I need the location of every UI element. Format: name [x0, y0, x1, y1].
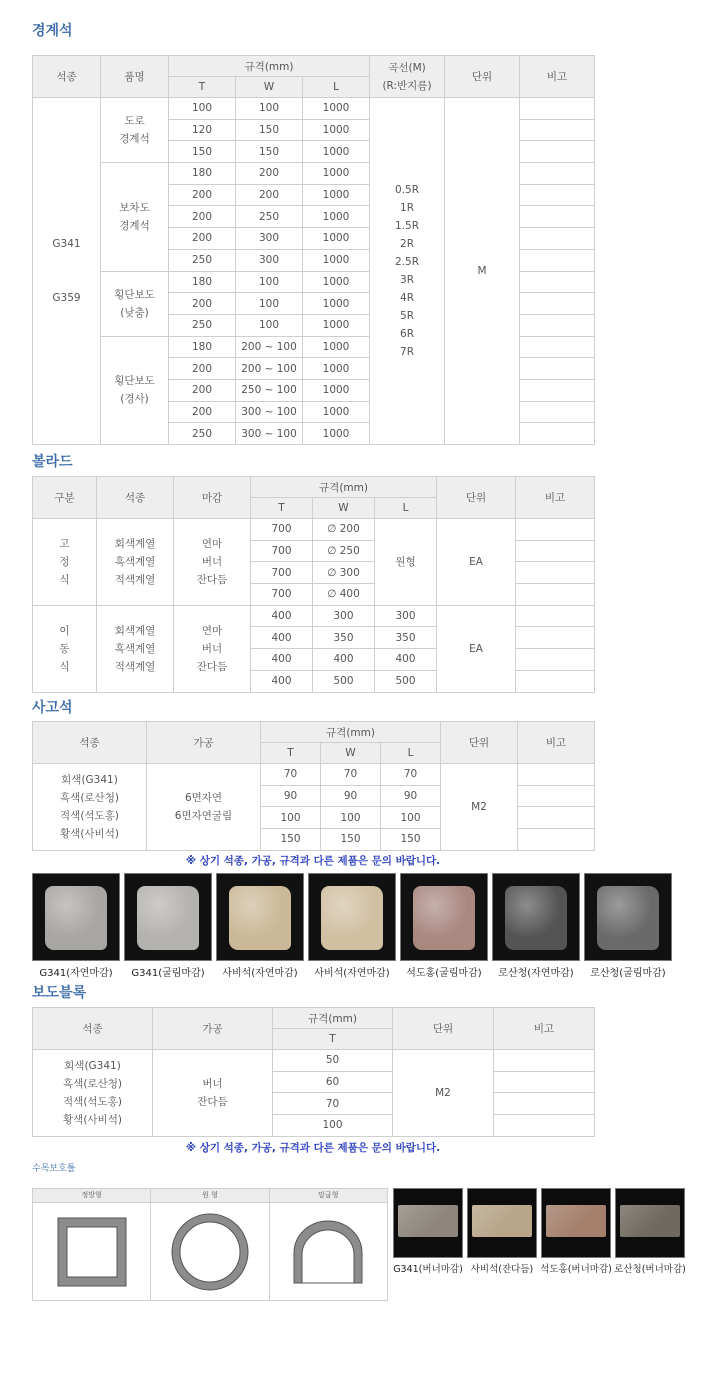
curb-w-cell: 250	[236, 206, 303, 228]
curb-w-cell: 300	[236, 249, 303, 271]
cobble-photo-caption: 로산청(굴림마감)	[590, 968, 666, 979]
bollard-w-cell: ∅ 250	[313, 540, 375, 562]
paving-t-cell: 50	[273, 1050, 393, 1072]
curb-product-name-line: 보차도	[119, 201, 150, 214]
bollard-unit-cell: EA	[437, 605, 516, 692]
curb-curve-cell-line: 5R	[400, 310, 414, 322]
curb-header-stone: 석종	[33, 56, 101, 98]
bollard-header-note: 비고	[516, 477, 595, 519]
cobble-process-cell-line: 6면자연	[184, 791, 223, 804]
bollard-note-cell	[516, 605, 595, 627]
paving-block-photo	[615, 1188, 685, 1258]
curb-l-cell: 1000	[303, 293, 370, 315]
curb-note-cell	[520, 314, 595, 336]
bollard-w-cell: 350	[313, 627, 375, 649]
paving-block-photo	[467, 1188, 537, 1258]
curb-l-cell: 1000	[303, 401, 370, 423]
cobble-photo-item	[492, 873, 580, 979]
paving-block-item	[616, 1188, 684, 1275]
curb-header-unit: 단위	[445, 56, 520, 98]
curb-w-cell: 100	[236, 314, 303, 336]
paving-header-process: 가공	[153, 1008, 273, 1050]
paving-stone-cell-line: 황색(사비석)	[63, 1113, 122, 1126]
curb-t-cell: 180	[169, 163, 236, 185]
bollard-kind-cell	[33, 605, 97, 692]
curb-header-t: T	[169, 77, 236, 98]
paving-t-cell: 100	[273, 1115, 393, 1137]
curb-l-cell: 1000	[303, 119, 370, 141]
curb-t-cell: 200	[169, 358, 236, 380]
curb-t-cell: 120	[169, 119, 236, 141]
bollard-l-cell: 500	[375, 670, 437, 692]
curb-l-cell: 1000	[303, 379, 370, 401]
cobble-photo-item	[584, 873, 672, 979]
curb-product-name-line: 횡단보도	[114, 288, 155, 301]
bollard-note-cell	[516, 519, 595, 541]
bollard-note-cell	[516, 627, 595, 649]
bollard-w-cell: 300	[313, 605, 375, 627]
cobble-photo-item	[216, 873, 304, 979]
bollard-w-cell: 400	[313, 649, 375, 671]
curb-curve-cell-line: 7R	[400, 346, 414, 358]
curb-header-spec: 규격(mm)	[169, 56, 370, 77]
bollard-note-cell	[516, 584, 595, 606]
curb-curve-cell-line: 2.5R	[395, 256, 420, 268]
cobble-size-cell: 150	[261, 829, 321, 851]
curb-w-cell: 250 ~ 100	[236, 379, 303, 401]
table-row	[33, 98, 595, 120]
bollard-t-cell: 400	[251, 670, 313, 692]
square-frame-icon	[52, 1212, 132, 1292]
paving-stone-cell	[33, 1050, 153, 1137]
paving-block-caption: 석도홍(버너마감)	[540, 1264, 612, 1275]
paving-note-cell	[494, 1093, 595, 1115]
cobble-header-process: 가공	[147, 722, 261, 764]
cobble-photo-item	[400, 873, 488, 979]
cobble-note-cell	[518, 785, 595, 807]
cobble-stone-photo	[584, 873, 672, 961]
curb-note-cell	[520, 336, 595, 358]
table-row	[33, 1050, 595, 1072]
bollard-note-cell	[516, 670, 595, 692]
paving-header-t: T	[273, 1029, 393, 1050]
bollard-t-cell: 400	[251, 605, 313, 627]
curb-w-cell: 100	[236, 271, 303, 293]
bollard-table	[32, 476, 595, 693]
tree-guard-round	[151, 1189, 269, 1300]
curb-l-cell: 1000	[303, 98, 370, 120]
bollard-stone-cell-line: 흑색계열	[114, 642, 156, 655]
bollard-header-t: T	[251, 498, 313, 519]
curb-curve-cell-line: 0.5R	[395, 184, 420, 196]
bollard-stone-cell-line: 회색계열	[114, 624, 156, 637]
curb-l-cell: 1000	[303, 249, 370, 271]
bollard-l-cell: 300	[375, 605, 437, 627]
curb-header-w: W	[236, 77, 303, 98]
curb-note-cell	[520, 184, 595, 206]
bollard-header-finish: 마감	[174, 477, 251, 519]
curb-w-cell: 300 ~ 100	[236, 423, 303, 445]
bollard-header-stone: 석종	[97, 477, 174, 519]
curb-product-name	[101, 98, 169, 163]
curb-title: 경계석	[32, 23, 73, 39]
cobble-size-cell: 70	[321, 764, 381, 786]
cobble-stone-cell	[33, 764, 147, 851]
curb-header-l: L	[303, 77, 370, 98]
bollard-l-cell: 400	[375, 649, 437, 671]
cobble-photo-caption: G341(자연마감)	[39, 968, 113, 979]
bollard-kind-cell-line: 식	[59, 573, 70, 586]
tree-guard-horseshoe-label: 말굽형	[270, 1189, 387, 1203]
curb-header-curve-main: 곡선(M)	[388, 61, 426, 74]
curb-table	[32, 55, 595, 445]
cobble-photo-caption: 사비석(자연마감)	[314, 968, 390, 979]
bollard-note-cell	[516, 540, 595, 562]
curb-t-cell: 180	[169, 271, 236, 293]
cobble-size-cell: 90	[321, 785, 381, 807]
cobble-note-cell	[518, 764, 595, 786]
paving-note-cell	[494, 1115, 595, 1137]
curb-t-cell: 250	[169, 423, 236, 445]
cobble-stone-photo	[124, 873, 212, 961]
tree-guard-horseshoe	[270, 1189, 387, 1300]
bollard-note-cell	[516, 562, 595, 584]
curb-w-cell: 300	[236, 228, 303, 250]
bollard-t-cell: 400	[251, 649, 313, 671]
cobble-process-cell-line: 6면자연굴림	[174, 809, 233, 822]
bollard-kind-cell-line: 이	[59, 624, 70, 637]
bollard-stone-cell-line: 회색계열	[114, 537, 156, 550]
curb-w-cell: 100	[236, 293, 303, 315]
cobble-size-cell: 150	[381, 829, 441, 851]
cobble-header-stone: 석종	[33, 722, 147, 764]
paving-stone-cell-line: 적색(석도홍)	[63, 1095, 122, 1108]
curb-note-cell	[520, 141, 595, 163]
curb-note-cell	[520, 119, 595, 141]
paving-notice: ※ 상기 석종, 가공, 규격과 다른 제품은 문의 바랍니다.	[185, 1142, 441, 1154]
paving-process-cell-line: 잔다듬	[197, 1095, 228, 1108]
cobble-size-cell: 70	[381, 764, 441, 786]
cobble-photo-caption: G341(굴림마감)	[131, 968, 205, 979]
bollard-kind-cell-line: 식	[59, 660, 70, 673]
paving-unit-cell: M2	[393, 1050, 494, 1137]
curb-w-cell: 100	[236, 98, 303, 120]
round-frame-icon	[167, 1209, 253, 1295]
bollard-stone-cell	[97, 605, 174, 692]
bollard-w-cell: ∅ 400	[313, 584, 375, 606]
curb-l-cell: 1000	[303, 206, 370, 228]
cobble-header-t: T	[261, 743, 321, 764]
cobble-notice: ※ 상기 석종, 가공, 규격과 다른 제품은 문의 바랍니다.	[185, 855, 441, 867]
cobble-unit-cell: M2	[441, 764, 518, 851]
tree-guard-title: 수목보호틀	[32, 1164, 76, 1174]
curb-w-cell: 200 ~ 100	[236, 336, 303, 358]
curb-t-cell: 200	[169, 379, 236, 401]
cobble-stone-photo	[492, 873, 580, 961]
cobble-size-cell: 100	[261, 807, 321, 829]
curb-stone-cell-line: G359	[52, 292, 81, 304]
curb-product-name-line: 도로	[124, 115, 145, 128]
curb-curve-cell-line: 2R	[400, 238, 414, 250]
curb-l-cell: 1000	[303, 336, 370, 358]
bollard-header-spec: 규격(mm)	[251, 477, 437, 498]
bollard-finish-cell-line: 잔다듬	[196, 573, 228, 586]
curb-w-cell: 150	[236, 119, 303, 141]
cobble-size-cell: 100	[381, 807, 441, 829]
bollard-w-cell: ∅ 300	[313, 562, 375, 584]
table-row	[33, 764, 595, 786]
bollard-finish-cell-line: 버너	[201, 642, 223, 655]
paving-header-note: 비고	[494, 1008, 595, 1050]
cobble-photo-item	[32, 873, 120, 979]
cobble-stone-shape	[321, 886, 383, 950]
bollard-header-unit: 단위	[437, 477, 516, 519]
cobble-stone-photo	[400, 873, 488, 961]
cobble-stone-shape	[229, 886, 291, 950]
curb-note-cell	[520, 98, 595, 120]
curb-stone-cell	[33, 98, 101, 445]
bollard-kind-cell-line: 고	[59, 537, 70, 550]
curb-l-cell: 1000	[303, 141, 370, 163]
cobble-note-cell	[518, 807, 595, 829]
paving-block-photo-row	[394, 1188, 684, 1275]
curb-product-name-line: (낮춤)	[120, 306, 149, 319]
curb-curve-cell-line: 6R	[400, 328, 414, 340]
tree-guard-square	[33, 1189, 151, 1300]
paving-stone-cell-line: 흑색(로산청)	[63, 1077, 122, 1090]
paving-block-item	[468, 1188, 536, 1275]
curb-t-cell: 200	[169, 228, 236, 250]
cobble-stone-shape	[45, 886, 107, 950]
cobble-size-cell: 70	[261, 764, 321, 786]
curb-note-cell	[520, 293, 595, 315]
curb-curve-cell-line: 4R	[400, 292, 414, 304]
bollard-t-cell: 700	[251, 519, 313, 541]
curb-header-curve-sub: (R:반지름)	[382, 79, 432, 92]
paving-t-cell: 70	[273, 1093, 393, 1115]
paving-header-stone: 석종	[33, 1008, 153, 1050]
curb-l-cell: 1000	[303, 314, 370, 336]
curb-w-cell: 200	[236, 184, 303, 206]
curb-product-name	[101, 163, 169, 271]
curb-product-name-line: 횡단보도	[114, 375, 155, 388]
curb-l-cell: 1000	[303, 271, 370, 293]
curb-note-cell	[520, 401, 595, 423]
curb-note-cell	[520, 379, 595, 401]
curb-w-cell: 200	[236, 163, 303, 185]
paving-block-photo	[541, 1188, 611, 1258]
cobble-stone-cell-line: 적색(석도홍)	[60, 809, 119, 822]
bollard-finish-cell-line: 연마	[201, 537, 223, 550]
cobble-size-cell: 90	[261, 785, 321, 807]
curb-header-product: 품명	[101, 56, 169, 98]
tree-guard-panel	[32, 1188, 388, 1301]
cobble-stone-shape	[597, 886, 659, 950]
bollard-kind-cell-line: 정	[59, 555, 70, 568]
paving-process-cell	[153, 1050, 273, 1137]
bollard-finish-cell-line: 연마	[201, 624, 223, 637]
bollard-header-kind: 구분	[33, 477, 97, 519]
paving-block-caption: 사비석(잔다듬)	[470, 1264, 534, 1275]
paving-block-shape	[472, 1205, 532, 1237]
cobble-size-cell: 150	[321, 829, 381, 851]
curb-note-cell	[520, 206, 595, 228]
paving-process-cell-line: 버너	[202, 1077, 223, 1090]
paving-note-cell	[494, 1050, 595, 1072]
paving-table	[32, 1007, 595, 1137]
tree-guard-square-label: 정방형	[33, 1189, 150, 1203]
curb-curve-cell	[370, 98, 445, 445]
paving-block-item	[394, 1188, 462, 1275]
curb-w-cell: 300 ~ 100	[236, 401, 303, 423]
curb-w-cell: 150	[236, 141, 303, 163]
cobble-photo-caption: 석도홍(굴림마감)	[406, 968, 482, 979]
bollard-t-cell: 400	[251, 627, 313, 649]
cobble-size-cell: 100	[321, 807, 381, 829]
curb-header-note: 비고	[520, 56, 595, 98]
curb-note-cell	[520, 423, 595, 445]
cobble-size-cell: 90	[381, 785, 441, 807]
bollard-unit-cell: EA	[437, 519, 516, 606]
curb-curve-cell-line: 3R	[400, 274, 414, 286]
curb-header-curve	[370, 56, 445, 98]
cobble-header-l: L	[381, 743, 441, 764]
curb-product-name	[101, 336, 169, 444]
bollard-l-cell: 350	[375, 627, 437, 649]
table-row	[33, 519, 595, 541]
curb-product-name-line: 경계석	[119, 133, 150, 146]
paving-header-spec: 규격(mm)	[273, 1008, 393, 1029]
tree-guard-round-label: 원 형	[151, 1189, 268, 1203]
bollard-t-cell: 700	[251, 584, 313, 606]
curb-unit-cell: M	[445, 98, 520, 445]
curb-note-cell	[520, 228, 595, 250]
paving-t-cell: 60	[273, 1071, 393, 1093]
bollard-t-cell: 700	[251, 562, 313, 584]
horseshoe-frame-icon	[288, 1217, 368, 1287]
curb-stone-cell-line: G341	[52, 238, 81, 250]
bollard-header-l: L	[375, 498, 437, 519]
cobble-stone-shape	[413, 886, 475, 950]
bollard-finish-cell	[174, 519, 251, 606]
curb-l-cell: 1000	[303, 184, 370, 206]
curb-curve-cell-line: 1R	[400, 202, 414, 214]
cobble-stone-photo	[32, 873, 120, 961]
bollard-finish-cell-line: 버너	[201, 555, 223, 568]
bollard-stone-cell-line: 적색계열	[114, 660, 156, 673]
bollard-stone-cell-line: 흑색계열	[114, 555, 156, 568]
curb-note-cell	[520, 163, 595, 185]
cobble-note-cell	[518, 829, 595, 851]
curb-l-cell: 1000	[303, 163, 370, 185]
curb-note-cell	[520, 271, 595, 293]
paving-title: 보도블록	[32, 985, 87, 1001]
curb-note-cell	[520, 358, 595, 380]
cobble-table	[32, 721, 595, 851]
bollard-t-cell: 700	[251, 540, 313, 562]
cobble-title: 사고석	[32, 700, 73, 716]
curb-note-cell	[520, 249, 595, 271]
curb-t-cell: 200	[169, 184, 236, 206]
cobble-photo-caption: 사비석(자연마감)	[222, 968, 298, 979]
cobble-header-w: W	[321, 743, 381, 764]
cobble-header-spec: 규격(mm)	[261, 722, 441, 743]
cobble-header-unit: 단위	[441, 722, 518, 764]
paving-block-shape	[620, 1205, 680, 1237]
bollard-finish-cell-line: 잔다듬	[196, 660, 228, 673]
table-row	[33, 605, 595, 627]
curb-t-cell: 200	[169, 206, 236, 228]
cobble-stone-cell-line: 회색(G341)	[61, 773, 118, 786]
bollard-w-cell: ∅ 200	[313, 519, 375, 541]
curb-product-name-line: 경계석	[119, 219, 150, 232]
bollard-stone-cell	[97, 519, 174, 606]
curb-l-cell: 1000	[303, 358, 370, 380]
cobble-photo-item	[124, 873, 212, 979]
cobble-photo-item	[308, 873, 396, 979]
cobble-stone-shape	[505, 886, 567, 950]
curb-t-cell: 100	[169, 98, 236, 120]
bollard-kind-cell	[33, 519, 97, 606]
cobble-stone-cell-line: 흑색(로산청)	[60, 791, 119, 804]
paving-block-item	[542, 1188, 610, 1275]
curb-w-cell: 200 ~ 100	[236, 358, 303, 380]
cobble-process-cell	[147, 764, 261, 851]
bollard-stone-cell-line: 적색계열	[114, 573, 156, 586]
bollard-kind-cell-line: 동	[59, 642, 70, 655]
paving-block-photo	[393, 1188, 463, 1258]
curb-t-cell: 250	[169, 314, 236, 336]
paving-note-cell	[494, 1071, 595, 1093]
cobble-stone-photo	[308, 873, 396, 961]
curb-curve-cell-line: 1.5R	[395, 220, 420, 232]
curb-l-cell: 1000	[303, 228, 370, 250]
cobble-stone-cell-line: 황색(사비석)	[60, 827, 119, 840]
paving-header-unit: 단위	[393, 1008, 494, 1050]
paving-block-shape	[398, 1205, 458, 1237]
cobble-header-note: 비고	[518, 722, 595, 764]
paving-block-shape	[546, 1205, 606, 1237]
curb-product-name-line: (경사)	[120, 393, 149, 406]
bollard-title: 볼라드	[32, 454, 73, 470]
cobble-stone-shape	[137, 886, 199, 950]
paving-block-caption: 로산청(버너마감)	[614, 1264, 686, 1275]
curb-l-cell: 1000	[303, 423, 370, 445]
curb-t-cell: 200	[169, 293, 236, 315]
cobble-photo-row	[32, 873, 672, 979]
curb-t-cell: 180	[169, 336, 236, 358]
bollard-w-cell: 500	[313, 670, 375, 692]
paving-stone-cell-line: 회색(G341)	[64, 1059, 121, 1072]
paving-block-caption: G341(버너마감)	[393, 1264, 463, 1275]
curb-t-cell: 200	[169, 401, 236, 423]
curb-t-cell: 150	[169, 141, 236, 163]
bollard-l-cell: 원형	[375, 519, 437, 606]
cobble-photo-caption: 로산청(자연마감)	[498, 968, 574, 979]
bollard-note-cell	[516, 649, 595, 671]
bollard-finish-cell	[174, 605, 251, 692]
cobble-stone-photo	[216, 873, 304, 961]
curb-t-cell: 250	[169, 249, 236, 271]
bollard-header-w: W	[313, 498, 375, 519]
curb-product-name	[101, 271, 169, 336]
